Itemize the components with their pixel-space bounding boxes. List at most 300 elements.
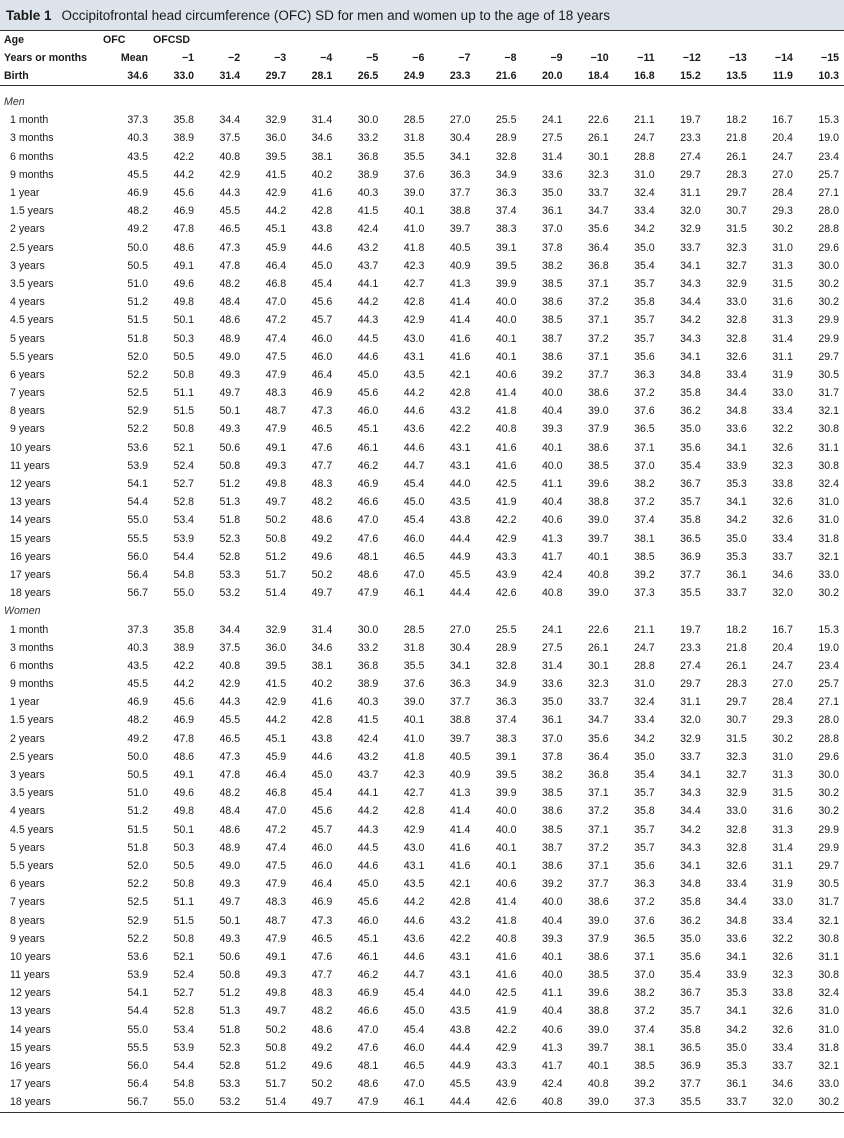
table-cell: 52.4: [173, 459, 195, 472]
table-row: [0, 857, 844, 875]
table-cell: 31.4: [311, 114, 333, 127]
table-cell: 36.4: [588, 750, 609, 763]
table-cell: 21.6: [475, 67, 521, 86]
table-cell: 21.8: [726, 132, 747, 145]
table-cell: 36.9: [680, 1060, 701, 1073]
table-cell: 26.1: [726, 150, 747, 163]
table-cell: 32.6: [772, 441, 793, 454]
row-age-label: 9 months: [10, 168, 54, 181]
table-cell: 55.5: [127, 532, 148, 545]
table-cell: 19.0: [818, 641, 839, 654]
table-cell: 31.0: [772, 750, 793, 763]
table-cell: 39.3: [541, 423, 563, 436]
table-cell: 38.2: [541, 259, 563, 272]
table-cell: 42.8: [403, 296, 425, 309]
table-cell: 37.3: [634, 587, 655, 600]
table-cell: 43.9: [495, 568, 517, 581]
table-cell: 49.2: [127, 223, 148, 236]
table-cell: 34.1: [726, 950, 747, 963]
table-cell: 48.4: [219, 296, 241, 309]
table-cell: 37.1: [588, 350, 609, 363]
table-cell: 31.3: [772, 823, 793, 836]
table-cell: 46.5: [219, 732, 241, 745]
table-cell: 39.0: [588, 1023, 609, 1036]
table-cell: 30.5: [818, 878, 839, 891]
table-cell: 24.7: [772, 150, 793, 163]
table-cell: 28.5: [403, 623, 425, 636]
row-age-label: 15 years: [10, 532, 51, 545]
table-cell: 31.1: [680, 696, 701, 709]
table-cell: 45.7: [311, 823, 333, 836]
table-cell: 48.6: [219, 823, 241, 836]
table-cell: 33.6: [541, 168, 563, 181]
table-cell: 23.4: [818, 659, 839, 672]
row-age-label: 11 years: [10, 969, 50, 982]
table-cell: 34.2: [726, 1023, 747, 1036]
table-cell: 40.0: [495, 823, 517, 836]
table-cell: 38.9: [357, 678, 379, 691]
table-cell: 41.1: [541, 478, 563, 491]
table-cell: 39.9: [495, 277, 517, 290]
table-cell: 30.1: [588, 659, 609, 672]
table-cell: 33.7: [588, 187, 609, 200]
table-row: [0, 620, 844, 638]
table-cell: 42.5: [495, 987, 517, 1000]
table-cell: 52.5: [127, 896, 148, 909]
table-cell: 50.8: [173, 932, 195, 945]
table-cell: 32.3: [772, 459, 793, 472]
table-cell: 31.8: [818, 1041, 839, 1054]
header-row-2: [0, 49, 844, 67]
table-body: [0, 86, 844, 1113]
table-cell: 52.3: [219, 532, 241, 545]
table-cell: 45.6: [357, 896, 379, 909]
row-age-label: 4.5 years: [10, 823, 54, 836]
table-cell: 36.3: [495, 187, 517, 200]
table-cell: 43.3: [495, 550, 517, 563]
table-cell: 44.7: [403, 459, 425, 472]
table-cell: 43.5: [449, 1005, 471, 1018]
table-cell: 35.5: [680, 587, 701, 600]
table-cell: 50.8: [265, 1041, 287, 1054]
table-cell: 28.9: [495, 132, 517, 145]
table-cell: 37.1: [634, 441, 655, 454]
table-cell: 32.6: [772, 514, 793, 527]
table-cell: 35.7: [634, 823, 655, 836]
table-cell: 31.0: [772, 241, 793, 254]
table-cell: 45.9: [265, 241, 287, 254]
table-cell: 52.9: [127, 914, 148, 927]
table-cell: 35.8: [680, 387, 701, 400]
table-cell: 33.0: [818, 1078, 839, 1091]
table-cell: 30.0: [818, 769, 839, 782]
table-cell: 33.4: [772, 914, 793, 927]
table-cell: 48.3: [265, 387, 287, 400]
table-cell: 48.1: [357, 1060, 379, 1073]
table-cell: 36.0: [265, 641, 287, 654]
table-row: [0, 893, 844, 911]
table-cell: 51.7: [265, 1078, 287, 1091]
row-age-label: 1 year: [10, 696, 40, 709]
table-row: [0, 329, 844, 347]
table-cell: 31.6: [772, 296, 793, 309]
table-row: [0, 1093, 844, 1112]
table-cell: 44.3: [219, 696, 241, 709]
table-cell: 48.6: [173, 241, 195, 254]
section-heading: Women: [4, 605, 41, 618]
table-cell: 33.7: [680, 750, 701, 763]
table-cell: 32.1: [818, 550, 839, 563]
table-cell: 35.8: [634, 805, 655, 818]
table-cell: 31.4: [541, 150, 563, 163]
table-cell: 32.6: [772, 950, 793, 963]
table-cell: 42.9: [219, 678, 241, 691]
table-cell: 31.5: [726, 732, 747, 745]
table-cell: 31.0: [818, 496, 839, 509]
table-cell: 46.9: [173, 205, 195, 218]
table-cell: 26.1: [588, 641, 609, 654]
table-cell: 21.8: [726, 641, 747, 654]
table-cell: 30.2: [818, 277, 839, 290]
table-cell: 46.9: [311, 896, 333, 909]
table-cell: 16.8: [614, 67, 660, 86]
table-cell: 46.2: [357, 969, 379, 982]
table-cell: 31.3: [772, 769, 793, 782]
table-cell: 36.0: [265, 132, 287, 145]
table-cell: 30.5: [818, 368, 839, 381]
table-cell: 29.9: [818, 841, 839, 854]
table-cell: 33.4: [634, 205, 655, 218]
table-cell: 28.4: [772, 187, 793, 200]
table-cell: 50.2: [311, 568, 333, 581]
table-cell: 40.1: [541, 950, 563, 963]
table-cell: 44.2: [173, 168, 195, 181]
table-cell: 38.1: [634, 1041, 655, 1054]
table-cell: 37.2: [588, 841, 609, 854]
table-row: [0, 402, 844, 420]
table-cell: 44.6: [403, 441, 425, 454]
table-cell: 49.8: [173, 296, 195, 309]
table-cell: 24.1: [541, 114, 563, 127]
table-cell: 43.8: [449, 514, 471, 527]
table-cell: 47.0: [357, 1023, 379, 1036]
table-cell: 53.3: [219, 568, 241, 581]
table-cell: 48.6: [311, 1023, 333, 1036]
table-cell: 29.7: [680, 678, 701, 691]
table-cell: 42.4: [541, 1078, 563, 1091]
table-cell: 37.4: [495, 205, 517, 218]
table-cell: 44.5: [357, 841, 379, 854]
table-cell: 32.8: [495, 659, 517, 672]
table-cell: 35.7: [634, 332, 655, 345]
table-cell: 40.0: [495, 314, 517, 327]
table-cell: 33.0: [153, 67, 199, 86]
table-cell: 37.7: [588, 878, 609, 891]
table-cell: 48.2: [311, 496, 333, 509]
table-cell: 47.4: [265, 841, 287, 854]
table-cell: 47.0: [265, 296, 287, 309]
table-cell: 30.8: [818, 423, 839, 436]
table-cell: 36.1: [726, 568, 747, 581]
table-cell: 44.6: [311, 750, 333, 763]
table-cell: 32.8: [726, 841, 747, 854]
table-cell: 28.8: [818, 223, 839, 236]
table-cell: 23.4: [818, 150, 839, 163]
table-cell: 50.8: [173, 423, 195, 436]
table-cell: 41.6: [495, 969, 517, 982]
table-cell: 34.1: [449, 150, 471, 163]
table-cell: 40.6: [495, 368, 517, 381]
table-cell: 40.9: [449, 259, 471, 272]
table-cell: 51.3: [219, 496, 241, 509]
table-cell: 30.2: [772, 223, 793, 236]
table-cell: 47.5: [265, 350, 287, 363]
table-cell: 29.9: [818, 332, 839, 345]
table-cell: 40.8: [219, 659, 241, 672]
table-cell: 45.6: [311, 296, 333, 309]
table-cell: 15.3: [818, 623, 839, 636]
table-cell: 30.4: [449, 132, 471, 145]
table-cell: 32.2: [772, 932, 793, 945]
table-cell: 38.1: [311, 150, 333, 163]
table-cell: 44.2: [403, 896, 425, 909]
table-cell: 40.8: [522, 1093, 568, 1112]
header-sd-column: −6: [412, 52, 425, 64]
table-cell: 47.6: [357, 532, 379, 545]
table-cell: 41.6: [449, 841, 471, 854]
table-cell: 34.8: [680, 878, 701, 891]
table-cell: 54.8: [173, 568, 195, 581]
header-row-1: [0, 31, 844, 49]
table-cell: 39.1: [495, 750, 517, 763]
table-cell: 34.8: [726, 405, 747, 418]
table-cell: 37.3: [614, 1093, 660, 1112]
table-cell: 34.4: [726, 387, 747, 400]
table-cell: 41.6: [449, 859, 471, 872]
table-cell: 35.7: [680, 496, 701, 509]
table-cell: 44.6: [311, 241, 333, 254]
table-cell: 44.2: [265, 714, 287, 727]
table-cell: 29.7: [726, 696, 747, 709]
row-age-label: 14 years: [10, 1023, 51, 1036]
table-cell: 39.0: [588, 405, 609, 418]
table-cell: 45.6: [173, 187, 195, 200]
table-cell: 42.5: [495, 478, 517, 491]
table-cell: 43.6: [403, 932, 425, 945]
table-cell: 33.0: [818, 568, 839, 581]
table-cell: 49.2: [311, 532, 333, 545]
table-cell: 42.2: [449, 423, 471, 436]
table-cell: 40.8: [219, 150, 241, 163]
row-age-label: 16 years: [10, 550, 51, 563]
table-cell: 37.3: [127, 114, 148, 127]
table-cell: 15.3: [818, 114, 839, 127]
table-cell: 31.3: [772, 259, 793, 272]
table-cell: 38.2: [634, 478, 655, 491]
table-cell: 38.3: [495, 732, 517, 745]
table-cell: 42.2: [449, 932, 471, 945]
table-row: [0, 239, 844, 257]
table-cell: 36.8: [357, 150, 379, 163]
table-row: [0, 475, 844, 493]
table-cell: 42.8: [449, 896, 471, 909]
table-cell: 37.6: [634, 914, 655, 927]
table-cell: 27.0: [449, 114, 471, 127]
section-heading-row: [0, 93, 844, 111]
table-cell: 29.7: [245, 67, 291, 86]
table-cell: 48.2: [311, 1005, 333, 1018]
table-cell: 31.5: [772, 787, 793, 800]
table-cell: 20.0: [522, 67, 568, 86]
table-cell: 38.3: [495, 223, 517, 236]
table-cell: 34.2: [680, 314, 701, 327]
table-cell: 39.2: [634, 1078, 655, 1091]
table-cell: 31.1: [818, 950, 839, 963]
table-cell: 34.1: [449, 659, 471, 672]
table-cell: 42.6: [495, 587, 517, 600]
table-cell: 36.5: [680, 1041, 701, 1054]
table-cell: 43.2: [357, 750, 379, 763]
table-cell: 32.1: [818, 914, 839, 927]
table-cell: 35.0: [680, 423, 701, 436]
table-cell: 50.6: [219, 950, 241, 963]
table-cell: 36.5: [680, 532, 701, 545]
table-cell: 32.0: [680, 714, 701, 727]
table-cell: 47.9: [265, 368, 287, 381]
header-sd-column: −4: [320, 52, 333, 64]
table-cell: 29.9: [818, 823, 839, 836]
row-age-label: 10 years: [10, 441, 51, 454]
table-cell: 26.5: [337, 67, 383, 86]
table-cell: 41.5: [357, 205, 379, 218]
table-cell: 46.9: [127, 696, 148, 709]
table-cell: 16.7: [772, 623, 793, 636]
table-cell: 46.8: [265, 277, 287, 290]
table-cell: 45.9: [265, 750, 287, 763]
section-heading-row: [0, 602, 844, 620]
table-row: [0, 384, 844, 402]
table-cell: 48.6: [311, 514, 333, 527]
table-cell: 43.1: [403, 859, 425, 872]
section-spacer: [0, 86, 844, 94]
table-cell: 29.6: [818, 241, 839, 254]
table-cell: 46.5: [403, 1060, 425, 1073]
table-cell: 38.6: [541, 296, 563, 309]
table-cell: 40.1: [495, 350, 517, 363]
table-cell: 35.3: [726, 1060, 747, 1073]
table-cell: 34.8: [680, 368, 701, 381]
table-cell: 41.8: [403, 750, 425, 763]
table-cell: 27.1: [818, 696, 839, 709]
table-cell: 41.7: [541, 1060, 563, 1073]
table-cell: 34.9: [495, 678, 517, 691]
table-cell: 35.5: [403, 659, 425, 672]
table-cell: 43.1: [403, 350, 425, 363]
table-cell: 44.4: [449, 1041, 471, 1054]
table-cell: 41.9: [495, 1005, 517, 1018]
header-ofcsd: OFCSD: [153, 34, 191, 46]
table-cell: 19.7: [680, 623, 701, 636]
table-cell: 18.2: [726, 114, 747, 127]
table-cell: 20.4: [772, 132, 793, 145]
table-cell: 32.4: [818, 478, 839, 491]
table-cell: 35.6: [588, 732, 609, 745]
table-row: [0, 1002, 844, 1020]
table-cell: 40.1: [403, 205, 425, 218]
table-cell: 47.8: [173, 223, 195, 236]
table-cell: 46.4: [311, 878, 333, 891]
table-cell: 52.8: [219, 550, 241, 563]
table-cell: 36.1: [541, 714, 563, 727]
table-cell: 32.9: [726, 787, 747, 800]
table-row: [0, 184, 844, 202]
table-cell: 43.9: [495, 1078, 517, 1091]
table-cell: 31.1: [772, 859, 793, 872]
table-cell: 28.3: [726, 168, 747, 181]
row-age-label: 17 years: [10, 568, 51, 581]
table-cell: 49.8: [265, 478, 287, 491]
table-cell: 40.6: [495, 878, 517, 891]
table-cell: 40.3: [357, 696, 379, 709]
table-cell: 31.1: [680, 187, 701, 200]
table-cell: 31.8: [818, 532, 839, 545]
table-cell: 38.5: [541, 277, 563, 290]
row-age-label: 18 years: [0, 1093, 103, 1112]
table-cell: 37.1: [588, 823, 609, 836]
table-cell: 35.5: [403, 150, 425, 163]
table-cell: 34.6: [772, 1078, 793, 1091]
table-cell: 51.8: [219, 1023, 241, 1036]
table-cell: 31.4: [541, 659, 563, 672]
table-cell: 38.2: [541, 769, 563, 782]
table-cell: 32.0: [680, 205, 701, 218]
table-cell: 34.2: [680, 823, 701, 836]
row-age-label: 4.5 years: [10, 314, 54, 327]
table-cell: 43.0: [403, 332, 425, 345]
table-cell: 38.1: [311, 659, 333, 672]
header-sd-column: −1: [181, 52, 195, 64]
header-sd-column: −15: [821, 52, 839, 64]
table-cell: 49.2: [127, 732, 148, 745]
table-cell: 33.9: [726, 969, 747, 982]
table-cell: 43.8: [449, 1023, 471, 1036]
table-cell: 47.8: [173, 732, 195, 745]
table-cell: 40.0: [495, 805, 517, 818]
header-sd-column: −9: [550, 52, 563, 64]
table-cell: 46.0: [311, 841, 333, 854]
table-cell: 28.4: [772, 696, 793, 709]
table-cell: 33.4: [726, 878, 747, 891]
table-cell: 39.7: [588, 1041, 609, 1054]
table-cell: 41.8: [403, 241, 425, 254]
table-row: [0, 966, 844, 984]
table-cell: 53.6: [127, 950, 148, 963]
table-cell: 43.5: [449, 496, 471, 509]
table-cell: 41.5: [357, 714, 379, 727]
table-cell: 44.3: [357, 314, 379, 327]
table-cell: 30.1: [588, 150, 609, 163]
table-cell: 48.9: [219, 841, 241, 854]
header-sd-column: −12: [682, 52, 701, 64]
row-age-label: 12 years: [10, 478, 51, 491]
table-cell: 51.0: [127, 277, 148, 290]
table-cell: 42.8: [403, 805, 425, 818]
row-age-label: 6 months: [10, 150, 54, 163]
table-cell: 38.5: [588, 969, 609, 982]
table-cell: 49.1: [173, 769, 195, 782]
table-cell: 47.7: [311, 969, 333, 982]
table-cell: 40.4: [541, 496, 563, 509]
